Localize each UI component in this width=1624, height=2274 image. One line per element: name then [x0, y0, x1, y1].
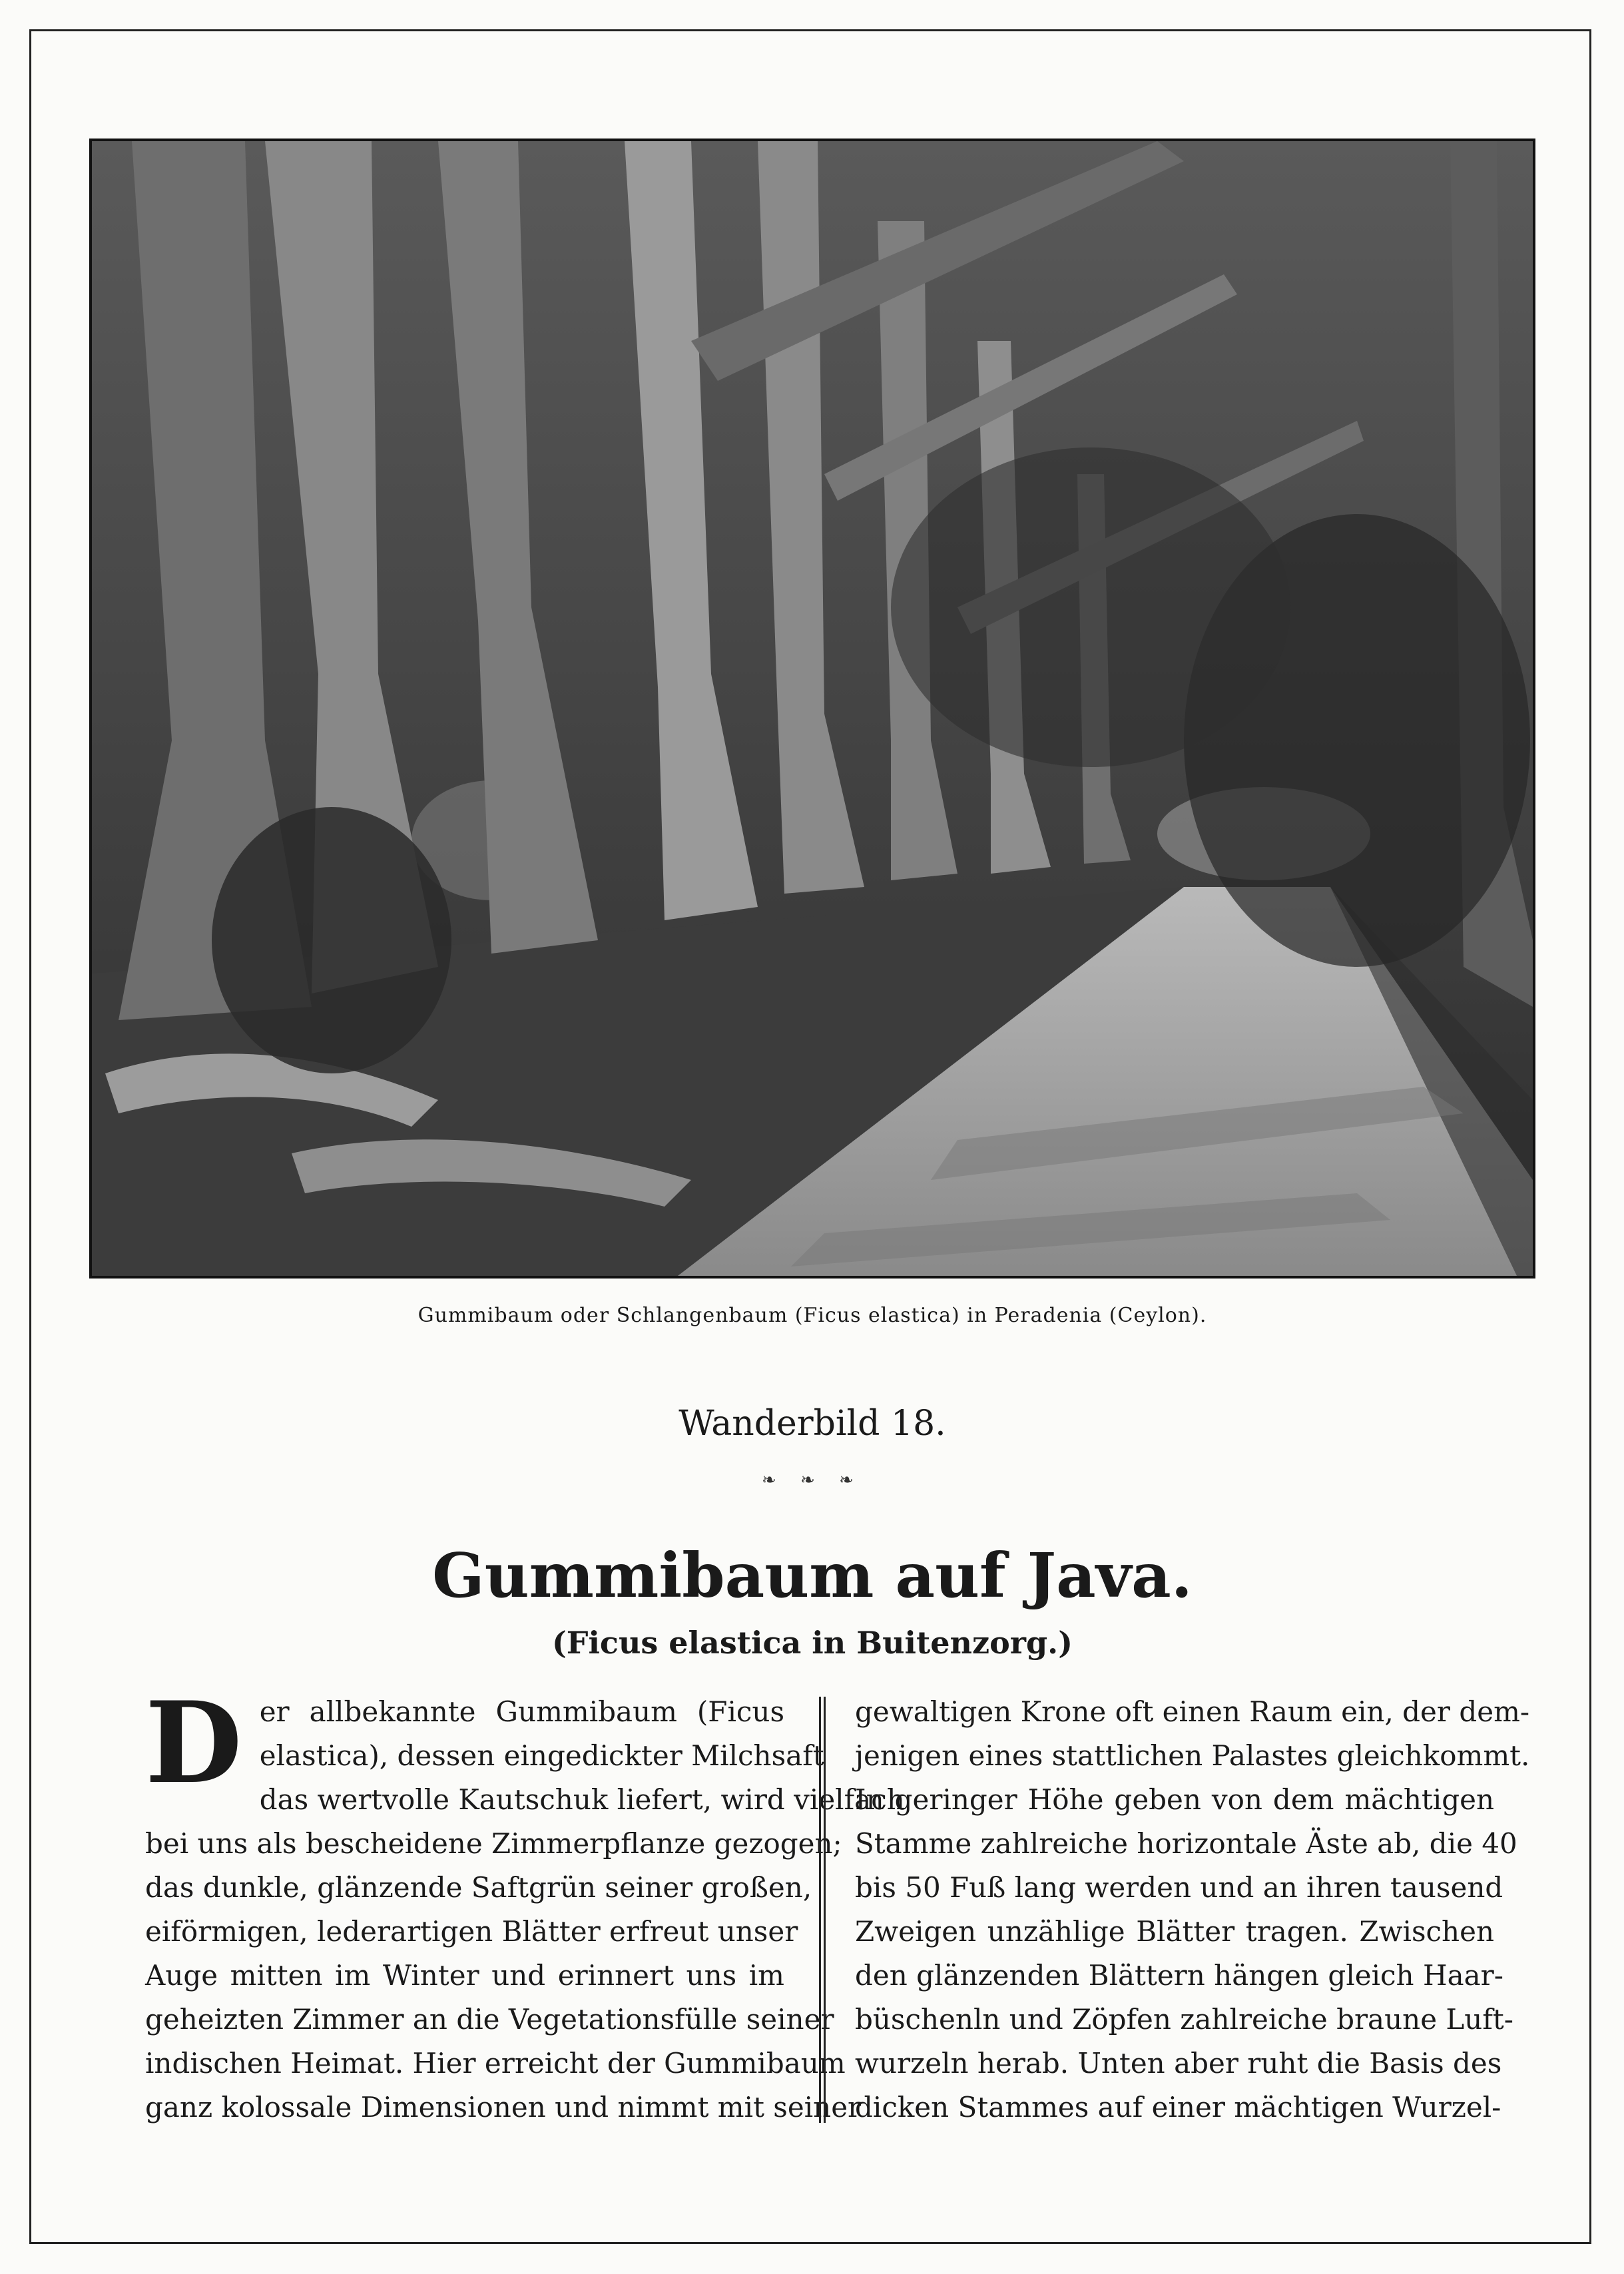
text-line: das dunkle, glänzende Saftgrün seiner großen, [145, 1871, 812, 1904]
text-line: gewaltigen Krone oft einen Raum ein, der dem- [855, 1695, 1530, 1728]
drop-cap: D [145, 1677, 242, 1809]
text-line: bis 50 Fuß lang werden und an ihren tausend [855, 1871, 1503, 1904]
text-line: elastica), dessen eingedickter Milchsaft [259, 1739, 824, 1772]
photo-caption: Gummibaum oder Schlangenbaum (Ficus elastica) in Peradenia (Ceylon). [417, 1304, 1207, 1327]
photo-illustration [92, 141, 1533, 1276]
text-line: Auge mitten im Winter und erinnert uns im [145, 1959, 784, 1992]
text-line: Stamme zahlreiche horizontale Äste ab, die 40 [855, 1827, 1517, 1860]
text-line: geheizten Zimmer an die Vegetationsfülle seiner [145, 2003, 834, 2036]
text-line: Zweigen unzählige Blätter tragen. Zwischen [855, 1915, 1494, 1948]
section-label: Wanderbild 18. [678, 1404, 946, 1444]
text-column-right [855, 1690, 1530, 2130]
text-line: In geringer Höhe geben von dem mächtigen [855, 1783, 1494, 1816]
text-line: den glänzenden Blättern hängen gleich Haar- [855, 1959, 1503, 1992]
text-line: bei uns als bescheidene Zimmerpflanze gezogen; [145, 1827, 842, 1860]
text-column-left [145, 1677, 905, 2130]
text-line: büschenln und Zöpfen zahlreiche braune Luft- [855, 2003, 1513, 2036]
column-divider [819, 1697, 826, 2123]
page-subtitle: (Ficus elastica in Buitenzorg.) [552, 1625, 1073, 1661]
text-line: wurzeln herab. Unten aber ruht die Basis des [855, 2047, 1502, 2080]
text-line: ganz kolossale Dimensionen und nimmt mit seiner [145, 2091, 862, 2124]
text-line: eiförmigen, lederartigen Blätter erfreut unser [145, 1915, 798, 1948]
ornament-divider: ❧ ❧ ❧ [762, 1470, 863, 1490]
text-line: das wertvolle Kautschuk liefert, wird vielfach [259, 1783, 905, 1816]
text-line: er allbekannte Gummibaum (Ficus [259, 1695, 784, 1728]
page-title: Gummibaum auf Java. [432, 1540, 1193, 1611]
text-line: jenigen eines stattlichen Palastes gleichkommt. [855, 1739, 1530, 1772]
text-line: indischen Heimat. Hier erreicht der Gummibaum [145, 2047, 846, 2080]
forest-avenue-photo [89, 139, 1535, 1279]
text-line: dicken Stammes auf einer mächtigen Wurzel- [855, 2091, 1501, 2124]
